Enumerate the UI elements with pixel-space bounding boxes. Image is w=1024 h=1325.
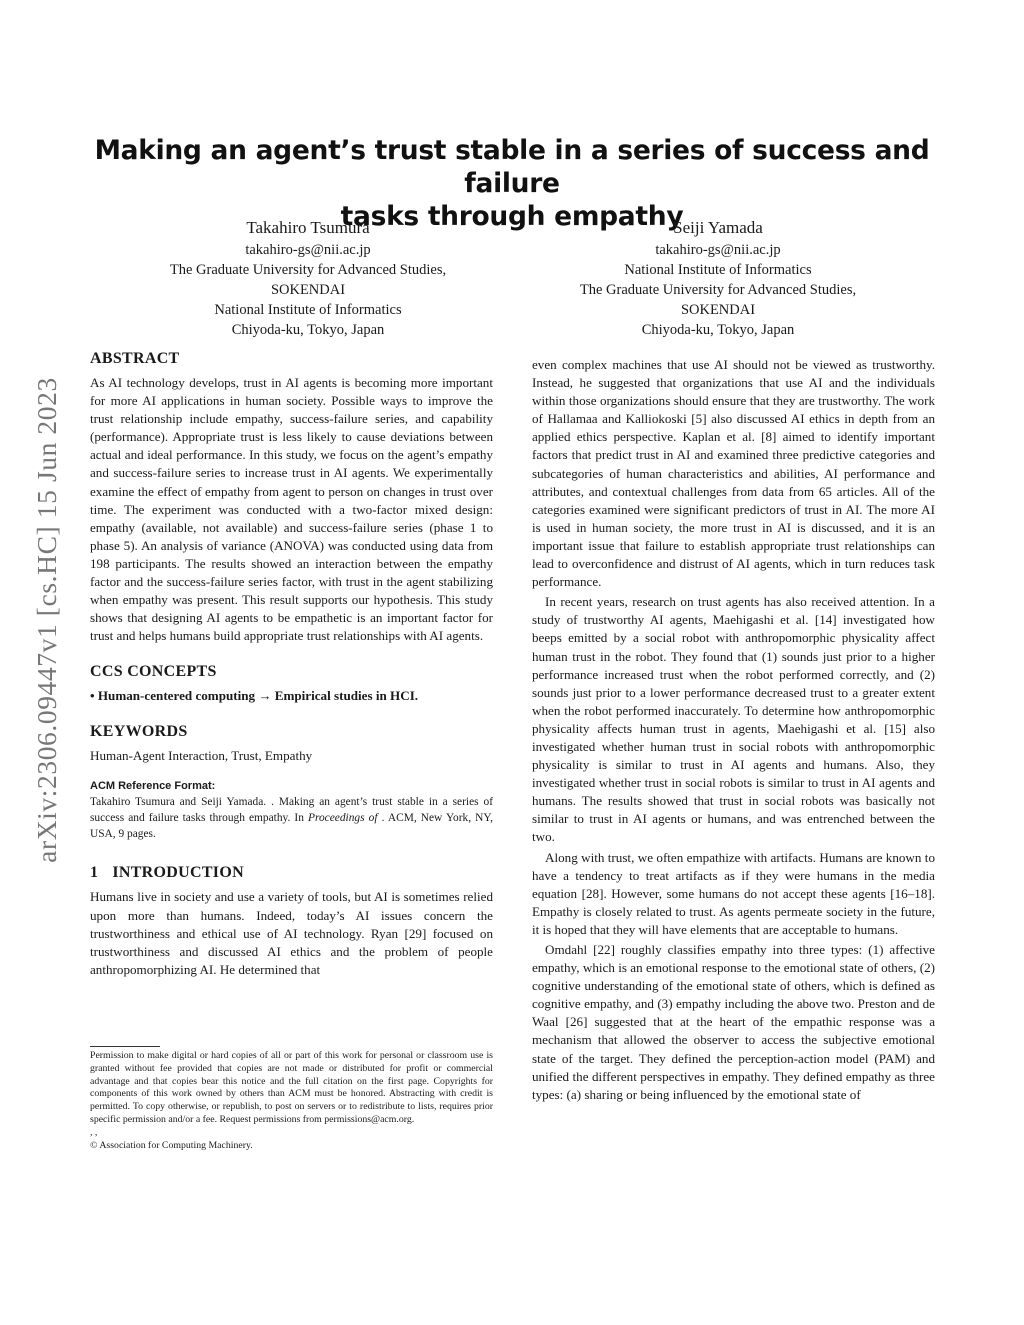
author-affiliation-line: The Graduate University for Advanced Studies, [579, 282, 857, 298]
author-email: takahiro-gs@nii.ac.jp [655, 242, 781, 258]
author-name: Takahiro Tsumura [246, 218, 370, 237]
introduction-heading [90, 864, 493, 882]
right-column [532, 356, 935, 1104]
author-affiliation-line: National Institute of Informatics [214, 302, 402, 318]
paragraph: In recent years, research on trust agents has also received attention. In a study of trustworthy AI agents, Maehigashi et al. [14] investigated how beeps emitted by a social robot with anthropomorphic physicality affect human trust in the robot. They found that (1) sounds just prior to a higher performance increased trust when the robot performed correctly, and (2) sounds just prior to a lower performance decreased trust to a greater extent when the robot performed inaccurately. To determine how anthropomorphic physicality affects human trust in agents, Maehigashi et al. [15] also investigated whether human trust in social robots with anthropomorphic physicality is similar to trust in AI agents and humans. Also, they investigated whether trust in social robots is similar to trust in AI agents and humans. The results showed that trust in social robots was basically not similar to trust in AI agents or humans, and was entrenched between the two. [532, 594, 935, 845]
author-name: Seiji Yamada [673, 218, 763, 237]
footnote-commas: , , [90, 1126, 98, 1138]
author-email: takahiro-gs@nii.ac.jp [245, 242, 371, 258]
title-line-1: Making an agent’s trust stable in a series of success and failure [94, 135, 930, 199]
author-affiliation-line: The Graduate University for Advanced Studies, [169, 262, 447, 278]
keywords-heading: KEYWORDS [90, 723, 188, 741]
acm-reference-text [90, 794, 493, 842]
author-block-2 [538, 216, 898, 340]
title-line-2: tasks through empathy [340, 201, 684, 232]
abstract-heading: ABSTRACT [90, 350, 180, 367]
copyright-line: © Association for Computing Machinery. [90, 1139, 253, 1151]
footnote-divider [90, 1046, 160, 1047]
author-affiliation-line: SOKENDAI [270, 282, 346, 298]
arxiv-identifier-stamp [24, 290, 70, 950]
author-affiliation-line: Chiyoda-ku, Tokyo, Japan [231, 322, 385, 338]
permission-notice: Permission to make digital or hard copies of all or part of this work for personal or classroom use is granted without fee provided that copies are not made or distributed for profit or commercial advantage and that copies bear this notice and the full citation on the first page. Copyrights for components of this work owned by others than ACM must be honored. Abstracting with credit is permitted. To copy otherwise, or republish, to post on servers or to redistribute to lists, requires prior specific permission and/or a fee. Request permissions from permissions@acm.org. [90, 1050, 493, 1125]
paragraph: even complex machines that use AI should not be viewed as trustworthy. Instead, he suggested that organizations that use AI and the individuals within those organizations should ensure that they are trustworthy. The work of Hallamaa and Kalliokoski [5] also discussed AI ethics in depth from an applied ethics perspective. Kaplan et al. [8] aimed to identify important factors that predict trust in AI and examined three predictive categories and subcategories of human characteristics and abilities, AI performance and attributes, and contextual challenges from data from 65 articles. All of the categories examined were significant predictors of trust in AI. The more AI is used in human society, the more trust in AI is discussed, and it is an important issue that failure to establish appropriate trust relationships can lead to overconfidence and distrust of AI agents, which in turn reduces task performance. [532, 357, 935, 590]
acm-reference-lead: Takahiro Tsumura and Seiji Yamada. . Making an agent’s trust stable in a series of success and failure tasks through empathy. In [90, 796, 493, 825]
abstract-text: As AI technology develops, trust in AI agents is becoming more important for more AI applications in human society. Possible ways to improve the trust relationship include empathy, success-failure series, and capability (performance). Appropriate trust is less likely to cause deviations between actual and ideal performance. In this study, we focus on the agent’s empathy and success-failure series to increase trust in AI agents. We experimentally examine the effect of empathy from agent to person on changes in trust over time. The experiment was conducted with a two-factor mixed design: empathy (available, not available) and success-failure series (phase 1 to phase 5). An analysis of variance (ANOVA) was conducted using data from 198 participants. The results showed an interaction between the empathy factor and the success-failure series factor, with trust in the agent stabilizing when empathy was present. This result supports our hypothesis. This study shows that designing AI agents to be empathetic is an important factor for trust and helps humans build appropriate trust relationships with AI agents. [90, 375, 493, 644]
section-number: 1 [90, 864, 99, 882]
ccs-concepts: • Human-centered computing → Empirical studies in HCI. [90, 688, 419, 704]
author-affiliation-line: SOKENDAI [680, 302, 756, 318]
author-affiliation-line: National Institute of Informatics [624, 262, 812, 278]
permission-footnote [90, 1050, 493, 1152]
author-block-1 [128, 216, 488, 340]
keywords-text: Human-Agent Interaction, Trust, Empathy [90, 748, 313, 764]
section-title: INTRODUCTION [112, 864, 244, 882]
paragraph: Omdahl [22] roughly classifies empathy into three types: (1) affective empathy, which is an emotional response to the emotional state of others, (2) cognitive understanding of the emotional state of others, which is defined as cognitive empathy, and (3) empathy including the above two. Preston and de Waal [26] suggested that at the heart of the empathic response was a mechanism that allowed the observer to access the subjective emotional state of the target. They defined the perception-action model (PAM) and unified the different perspectives in empathy. They defined empathy as three types: (a) sharing or being influenced by the emotional state of [532, 942, 935, 1102]
acm-reference-tail: . ACM, New York, NY, USA, 9 pages. [90, 812, 493, 841]
paragraph: Along with trust, we often empathize with artifacts. Humans are known to have a tendency to treat artifacts as if they were humans in the media equation [28]. However, some humans do not accept these agents [16–18]. Empathy is closely related to trust. As agents permeate society in the future, it is hoped that they will have elements that are acceptable to humans. [532, 849, 935, 937]
ccs-heading: CCS CONCEPTS [90, 663, 217, 681]
author-affiliation-line: Chiyoda-ku, Tokyo, Japan [641, 322, 795, 338]
left-column [90, 350, 493, 979]
introduction-text: Humans live in society and use a variety of tools, but AI is sometimes relied upon more than humans. Indeed, today’s AI issues concern the trustworthiness and ethical use of AI technology. Ryan [29] focused on trustworthiness and discussed AI ethics and the problem of people anthropomorphizing AI. He determined that [90, 889, 493, 977]
acm-reference-heading: ACM Reference Format: [90, 780, 216, 793]
acm-reference-venue: Proceedings of [308, 812, 378, 825]
arxiv-identifier-text: arXiv:2306.09447v1 [cs.HC] 15 Jun 2023 [31, 377, 62, 863]
